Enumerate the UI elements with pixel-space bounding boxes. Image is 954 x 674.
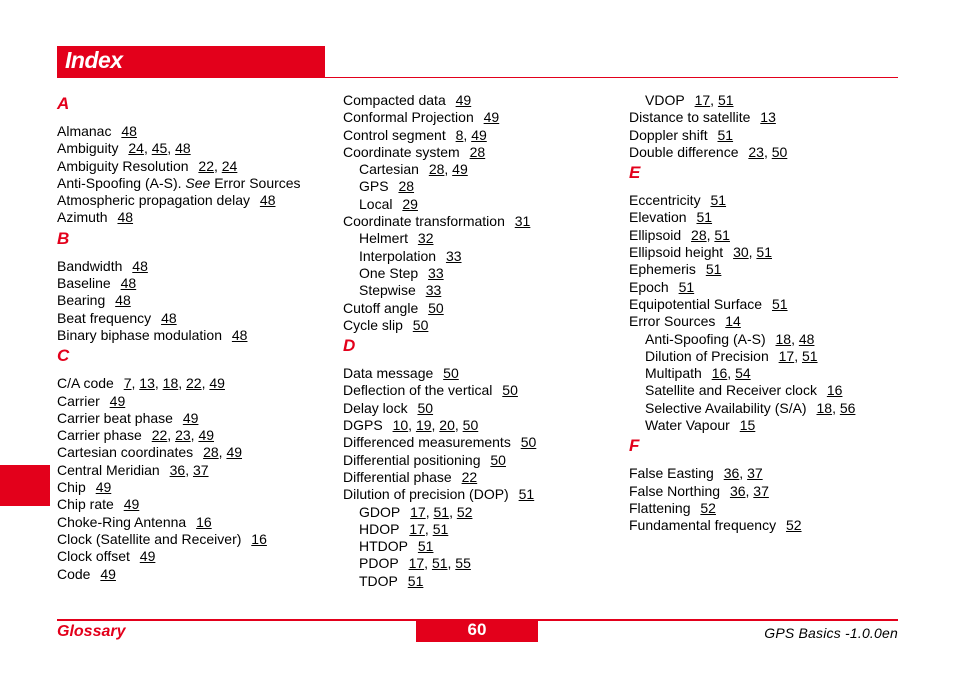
index-term: Central Meridian bbox=[57, 461, 160, 478]
page-reference-link[interactable]: 31 bbox=[514, 213, 531, 230]
index-subentry bbox=[343, 178, 536, 195]
index-entry: Ellipsoid 28, 51 bbox=[629, 226, 730, 243]
page-reference-link[interactable]: 37 bbox=[747, 465, 763, 482]
page-reference-link[interactable]: 51 bbox=[710, 192, 727, 209]
index-entry bbox=[57, 209, 301, 226]
index-term: Conformal Projection bbox=[343, 109, 474, 126]
page-reference-link[interactable]: 51 bbox=[431, 555, 448, 572]
page-reference-link[interactable]: 50 bbox=[490, 451, 506, 468]
page-reference-link[interactable]: 48 bbox=[161, 309, 177, 326]
index-term: Error Sources bbox=[629, 313, 716, 330]
page-title: Index bbox=[65, 47, 123, 73]
page-reference-link[interactable]: 52 bbox=[785, 517, 802, 534]
index-column-2 bbox=[343, 92, 536, 590]
page-reference-link[interactable]: 8 bbox=[455, 126, 464, 143]
page-reference-link[interactable]: 15 bbox=[739, 417, 756, 434]
index-term: False Easting bbox=[629, 465, 714, 482]
index-term: Ellipsoid bbox=[629, 226, 682, 243]
index-term: Carrier beat phase bbox=[57, 409, 173, 426]
page-reference-link[interactable]: 18 bbox=[775, 330, 792, 347]
page-reference-link[interactable]: 17 bbox=[778, 347, 795, 364]
page-reference-link[interactable]: 22 bbox=[151, 427, 168, 444]
page-reference-link[interactable]: 51 bbox=[696, 209, 713, 226]
index-term: Dilution of Precision bbox=[645, 347, 769, 364]
index-entry bbox=[343, 365, 536, 382]
index-subentry: Dilution of Precision 17, 51 bbox=[645, 347, 818, 364]
index-entry bbox=[343, 317, 536, 334]
page-reference-link[interactable]: 51 bbox=[433, 503, 450, 520]
index-term: Bearing bbox=[57, 292, 106, 309]
page-number: 60 bbox=[416, 620, 538, 642]
page-reference-link[interactable]: 13 bbox=[139, 375, 155, 392]
index-entry bbox=[57, 175, 301, 192]
index-term: Ambiguity Resolution bbox=[57, 157, 189, 174]
index-term: Helmert bbox=[359, 230, 409, 247]
page-reference-link[interactable]: 28 bbox=[398, 178, 415, 195]
page-reference-link[interactable]: 28 bbox=[691, 226, 707, 243]
page-reference-link[interactable]: 32 bbox=[417, 230, 434, 247]
page-reference-link[interactable]: 54 bbox=[735, 365, 751, 382]
page-reference-link[interactable]: 51 bbox=[801, 347, 818, 364]
page-reference-link[interactable]: 36 bbox=[169, 461, 186, 478]
index-subentry: GDOP 17, 51, 52 bbox=[359, 503, 473, 520]
page-reference-link[interactable]: 28 bbox=[469, 143, 486, 160]
index-term: Satellite and Receiver clock bbox=[645, 382, 817, 399]
page-reference-link[interactable]: 50 bbox=[417, 399, 434, 416]
page-reference-link[interactable]: 51 bbox=[407, 572, 424, 589]
index-term: Baseline bbox=[57, 275, 111, 292]
index-entry bbox=[57, 292, 301, 309]
index-letter-heading: F bbox=[629, 436, 640, 456]
page-reference-link[interactable]: 50 bbox=[412, 316, 429, 333]
page-reference-link[interactable]: 20 bbox=[439, 417, 455, 434]
index-term: VDOP bbox=[645, 92, 685, 108]
index-term: Flattening bbox=[629, 499, 691, 516]
index-entry bbox=[57, 496, 301, 513]
index-term: Differential positioning bbox=[343, 451, 481, 468]
see-reference-target[interactable]: Error Sources bbox=[214, 174, 301, 191]
page-reference-link[interactable]: 49 bbox=[182, 409, 199, 426]
index-term: Cycle slip bbox=[343, 316, 403, 333]
page-reference-link[interactable]: 28 bbox=[203, 444, 219, 461]
index-subentry: Multipath 16, 54 bbox=[645, 365, 751, 382]
index-entry: Cartesian coordinates 28, 49 bbox=[57, 444, 243, 461]
index-term: Doppler shift bbox=[629, 126, 708, 143]
page-reference-link[interactable]: 51 bbox=[717, 92, 734, 108]
index-entry bbox=[629, 296, 855, 313]
page-reference-link[interactable]: 51 bbox=[717, 126, 734, 143]
index-subentry: Anti-Spoofing (A-S) 18, 48 bbox=[645, 330, 815, 347]
page-reference-link[interactable]: 33 bbox=[445, 247, 462, 264]
page-reference-link[interactable]: 22 bbox=[461, 468, 478, 485]
page-reference-link[interactable]: 17 bbox=[408, 555, 425, 572]
index-term: Ellipsoid height bbox=[629, 244, 724, 261]
index-term: False Northing bbox=[629, 482, 721, 499]
index-entry: Ellipsoid height 30, 51 bbox=[629, 244, 772, 261]
index-entry bbox=[57, 479, 301, 496]
index-term: Differential phase bbox=[343, 468, 452, 485]
index-entry bbox=[629, 313, 855, 330]
index-entry bbox=[57, 548, 301, 565]
index-entry bbox=[629, 192, 855, 209]
page-reference-link[interactable]: 37 bbox=[192, 461, 209, 478]
page-reference-link[interactable]: 24 bbox=[128, 140, 144, 157]
page-reference-link[interactable]: 37 bbox=[753, 482, 769, 499]
index-term: C/A code bbox=[57, 375, 114, 392]
index-entry bbox=[343, 469, 536, 486]
index-term: Compacted data bbox=[343, 92, 446, 108]
index-term: Anti-Spoofing (A-S) bbox=[645, 330, 766, 347]
index-term: Almanac bbox=[57, 123, 112, 139]
header-rule bbox=[325, 77, 898, 78]
index-entry: DGPS 10, 19, 20, 50 bbox=[343, 417, 479, 434]
index-term: Data message bbox=[343, 365, 434, 382]
page-reference-link[interactable]: 48 bbox=[121, 123, 137, 139]
page-reference-link[interactable]: 17 bbox=[409, 520, 425, 537]
index-subentry: Cartesian 28, 49 bbox=[359, 161, 468, 178]
index-entry bbox=[343, 486, 536, 503]
index-term: Eccentricity bbox=[629, 192, 701, 209]
index-term: Control segment bbox=[343, 126, 446, 143]
page-reference-link[interactable]: 48 bbox=[115, 292, 131, 309]
index-term: Deflection of the vertical bbox=[343, 382, 493, 399]
index-subentry: VDOP 17, 51 bbox=[645, 92, 734, 108]
index-column-3 bbox=[629, 92, 855, 535]
index-subentry bbox=[343, 265, 536, 282]
index-term: GPS bbox=[359, 178, 389, 195]
page-reference-link[interactable]: 13 bbox=[760, 109, 776, 126]
index-term: Atmospheric propagation delay bbox=[57, 192, 251, 209]
index-term: Azimuth bbox=[57, 209, 108, 226]
page-reference-link[interactable]: 56 bbox=[839, 399, 856, 416]
see-reference-label: See bbox=[185, 174, 211, 191]
index-column-1 bbox=[57, 92, 301, 583]
index-term: Chip bbox=[57, 479, 86, 496]
page-reference-link[interactable]: 48 bbox=[175, 140, 191, 157]
index-term: HTDOP bbox=[359, 538, 408, 555]
index-entry bbox=[629, 127, 855, 144]
index-term: Epoch bbox=[629, 278, 669, 295]
footer-doc-title: GPS Basics -1.0.0en bbox=[764, 625, 898, 641]
page-reference-link[interactable]: 49 bbox=[483, 109, 500, 126]
index-entry bbox=[57, 123, 301, 140]
index-entry bbox=[343, 213, 536, 230]
page-reference-link[interactable]: 49 bbox=[95, 479, 112, 496]
page-reference-link[interactable]: 50 bbox=[428, 299, 444, 316]
index-term: Carrier phase bbox=[57, 427, 142, 444]
page-reference-link[interactable]: 33 bbox=[428, 264, 444, 281]
page-reference-link[interactable]: 36 bbox=[729, 482, 746, 499]
index-term: Binary biphase modulation bbox=[57, 326, 222, 343]
footer-section: Glossary bbox=[57, 623, 126, 640]
page-reference-link[interactable]: 48 bbox=[132, 257, 148, 274]
index-entry: Ambiguity Resolution 22, 24 bbox=[57, 157, 238, 174]
page-reference-link[interactable]: 50 bbox=[462, 417, 479, 434]
page-reference-link[interactable]: 52 bbox=[700, 499, 716, 516]
index-term: Water Vapour bbox=[645, 417, 730, 434]
page-reference-link[interactable]: 16 bbox=[826, 382, 843, 399]
index-term: Chip rate bbox=[57, 496, 114, 513]
index-term: Bandwidth bbox=[57, 257, 123, 274]
index-term: One Step bbox=[359, 264, 419, 281]
page-reference-link[interactable]: 49 bbox=[209, 375, 225, 392]
index-entry: False Easting 36, 37 bbox=[629, 465, 763, 482]
index-entry: Double difference 23, 50 bbox=[629, 143, 788, 160]
page-reference-link[interactable]: 51 bbox=[771, 295, 788, 312]
index-term: GDOP bbox=[359, 503, 401, 520]
index-term: Coordinate transformation bbox=[343, 213, 505, 230]
page-reference-link[interactable]: 51 bbox=[417, 538, 434, 555]
index-entry bbox=[629, 517, 855, 534]
index-entry bbox=[57, 514, 301, 531]
index-entry bbox=[343, 300, 536, 317]
page-reference-link[interactable]: 50 bbox=[443, 365, 459, 382]
index-subentry: PDOP 17, 51, 55 bbox=[359, 555, 471, 572]
index-term: Double difference bbox=[629, 143, 739, 160]
index-term: Differenced measurements bbox=[343, 434, 511, 451]
page-reference-link[interactable]: 51 bbox=[678, 278, 695, 295]
index-subentry bbox=[629, 382, 855, 399]
index-term: PDOP bbox=[359, 555, 399, 572]
page-reference-link[interactable]: 49 bbox=[123, 496, 140, 513]
page-reference-link[interactable]: 24 bbox=[221, 157, 238, 174]
page-reference-link[interactable]: 16 bbox=[251, 530, 267, 547]
index-entry bbox=[57, 192, 301, 209]
index-letter-heading: B bbox=[57, 228, 70, 248]
page-reference-link[interactable]: 19 bbox=[415, 417, 432, 434]
index-subentry bbox=[343, 230, 536, 247]
page-reference-link[interactable]: 22 bbox=[198, 157, 214, 174]
page-reference-link[interactable]: 49 bbox=[139, 548, 156, 565]
index-subentry bbox=[343, 282, 536, 299]
page-reference-link[interactable]: 36 bbox=[723, 465, 740, 482]
page-reference-link[interactable]: 10 bbox=[392, 417, 409, 434]
page-reference-link[interactable]: 49 bbox=[226, 444, 243, 461]
page-reference-link[interactable]: 22 bbox=[186, 375, 202, 392]
index-term: Fundamental frequency bbox=[629, 517, 777, 534]
index-term: Stepwise bbox=[359, 282, 416, 299]
index-entry bbox=[57, 566, 301, 583]
index-entry bbox=[343, 434, 536, 451]
index-entry bbox=[629, 209, 855, 226]
page-reference-link[interactable]: 51 bbox=[756, 244, 772, 261]
page-reference-link[interactable]: 16 bbox=[196, 513, 212, 530]
index-entry bbox=[57, 258, 301, 275]
index-entry bbox=[343, 109, 536, 126]
index-entry bbox=[57, 275, 301, 292]
page-reference-link[interactable]: 23 bbox=[748, 143, 764, 160]
page-reference-link[interactable]: 48 bbox=[798, 330, 815, 347]
index-term: Equipotential Surface bbox=[629, 295, 763, 312]
index-term: Beat frequency bbox=[57, 309, 152, 326]
page-reference-link[interactable]: 49 bbox=[471, 126, 487, 143]
index-subentry bbox=[343, 196, 536, 213]
index-entry: False Northing 36, 37 bbox=[629, 482, 769, 499]
page-reference-link[interactable]: 18 bbox=[162, 375, 179, 392]
page-reference-link[interactable]: 51 bbox=[705, 261, 722, 278]
page-reference-link[interactable]: 49 bbox=[100, 565, 116, 582]
page-reference-link[interactable]: 30 bbox=[733, 244, 749, 261]
page-reference-link[interactable]: 48 bbox=[117, 209, 134, 226]
page-reference-link[interactable]: 16 bbox=[711, 365, 728, 382]
side-tab-marker bbox=[0, 465, 50, 506]
index-term: Anti-Spoofing (A-S). bbox=[57, 174, 182, 191]
index-entry: Control segment 8, 49 bbox=[343, 126, 487, 143]
index-subentry bbox=[343, 538, 536, 555]
page-reference-link[interactable]: 50 bbox=[520, 434, 537, 451]
index-term: DGPS bbox=[343, 417, 383, 434]
index-term: Elevation bbox=[629, 209, 687, 226]
index-term: Code bbox=[57, 565, 91, 582]
page-reference-link[interactable]: 48 bbox=[259, 192, 276, 209]
index-entry bbox=[57, 310, 301, 327]
index-letter-heading: E bbox=[629, 163, 641, 183]
index-entry bbox=[343, 400, 536, 417]
index-term: Local bbox=[359, 195, 393, 212]
index-entry bbox=[57, 327, 301, 344]
page-reference-link[interactable]: 49 bbox=[452, 161, 468, 178]
page-reference-link[interactable]: 45 bbox=[151, 140, 168, 157]
index-term: Dilution of precision (DOP) bbox=[343, 486, 509, 503]
page-reference-link[interactable]: 48 bbox=[231, 326, 248, 343]
index-entry: Ambiguity 24, 45, 48 bbox=[57, 140, 191, 157]
index-entry bbox=[57, 531, 301, 548]
page-reference-link[interactable]: 29 bbox=[402, 195, 418, 212]
page-reference-link[interactable]: 48 bbox=[120, 275, 137, 292]
page-reference-link[interactable]: 51 bbox=[518, 486, 535, 503]
title-bar bbox=[57, 46, 325, 78]
page-reference-link[interactable]: 17 bbox=[410, 503, 426, 520]
index-entry bbox=[629, 279, 855, 296]
page-reference-link[interactable]: 7 bbox=[123, 375, 132, 392]
index-term: Coordinate system bbox=[343, 143, 460, 160]
index-term: Carrier bbox=[57, 392, 100, 409]
index-term: Clock (Satellite and Receiver) bbox=[57, 530, 242, 547]
index-subentry: Selective Availability (S/A) 18, 56 bbox=[645, 399, 856, 416]
index-term: TDOP bbox=[359, 572, 398, 589]
index-entry bbox=[343, 452, 536, 469]
page-reference-link[interactable]: 50 bbox=[771, 143, 788, 160]
index-entry: Carrier phase 22, 23, 49 bbox=[57, 427, 215, 444]
index-letter-heading: C bbox=[57, 346, 70, 366]
index-letter-heading: A bbox=[57, 94, 70, 113]
page-reference-link[interactable]: 23 bbox=[175, 427, 191, 444]
index-term: Choke-Ring Antenna bbox=[57, 513, 187, 530]
page-reference-link[interactable]: 51 bbox=[714, 226, 730, 243]
page-reference-link[interactable]: 55 bbox=[455, 555, 471, 572]
index-term: Cartesian bbox=[359, 161, 419, 178]
index-term: Clock offset bbox=[57, 548, 130, 565]
page-reference-link[interactable]: 28 bbox=[428, 161, 445, 178]
page-reference-link[interactable]: 49 bbox=[198, 427, 215, 444]
page-reference-link[interactable]: 49 bbox=[455, 92, 472, 108]
index-term: Cutoff angle bbox=[343, 299, 419, 316]
page-reference-link[interactable]: 33 bbox=[425, 282, 442, 299]
index-term: Delay lock bbox=[343, 399, 408, 416]
index-subentry bbox=[343, 248, 536, 265]
index-entry bbox=[343, 144, 536, 161]
index-entry: Central Meridian 36, 37 bbox=[57, 461, 209, 478]
index-letter-heading: D bbox=[343, 336, 356, 356]
page-reference-link[interactable]: 18 bbox=[816, 399, 833, 416]
index-term: Interpolation bbox=[359, 247, 437, 264]
index-term: HDOP bbox=[359, 520, 400, 537]
index-entry bbox=[343, 92, 536, 109]
page-reference-link[interactable]: 49 bbox=[109, 392, 126, 409]
index-entry bbox=[57, 410, 301, 427]
index-subentry bbox=[343, 573, 536, 590]
index-subentry bbox=[629, 417, 855, 434]
page-reference-link[interactable]: 51 bbox=[432, 520, 449, 537]
index-term: Distance to satellite bbox=[629, 109, 751, 126]
index-term: Ambiguity bbox=[57, 140, 119, 157]
page-reference-link[interactable]: 52 bbox=[456, 503, 473, 520]
index-subentry: HDOP 17, 51 bbox=[359, 520, 449, 537]
page-reference-link[interactable]: 50 bbox=[502, 382, 518, 399]
index-entry bbox=[629, 109, 855, 126]
index-entry: C/A code 7, 13, 18, 22, 49 bbox=[57, 375, 225, 392]
index-entry bbox=[629, 500, 855, 517]
page-reference-link[interactable]: 17 bbox=[694, 92, 711, 108]
index-term: Selective Availability (S/A) bbox=[645, 399, 807, 416]
index-entry bbox=[57, 393, 301, 410]
index-term: Cartesian coordinates bbox=[57, 444, 194, 461]
index-entry bbox=[343, 382, 536, 399]
index-term: Multipath bbox=[645, 365, 702, 382]
page-reference-link[interactable]: 14 bbox=[725, 313, 741, 330]
index-entry bbox=[629, 261, 855, 278]
index-term: Ephemeris bbox=[629, 261, 696, 278]
